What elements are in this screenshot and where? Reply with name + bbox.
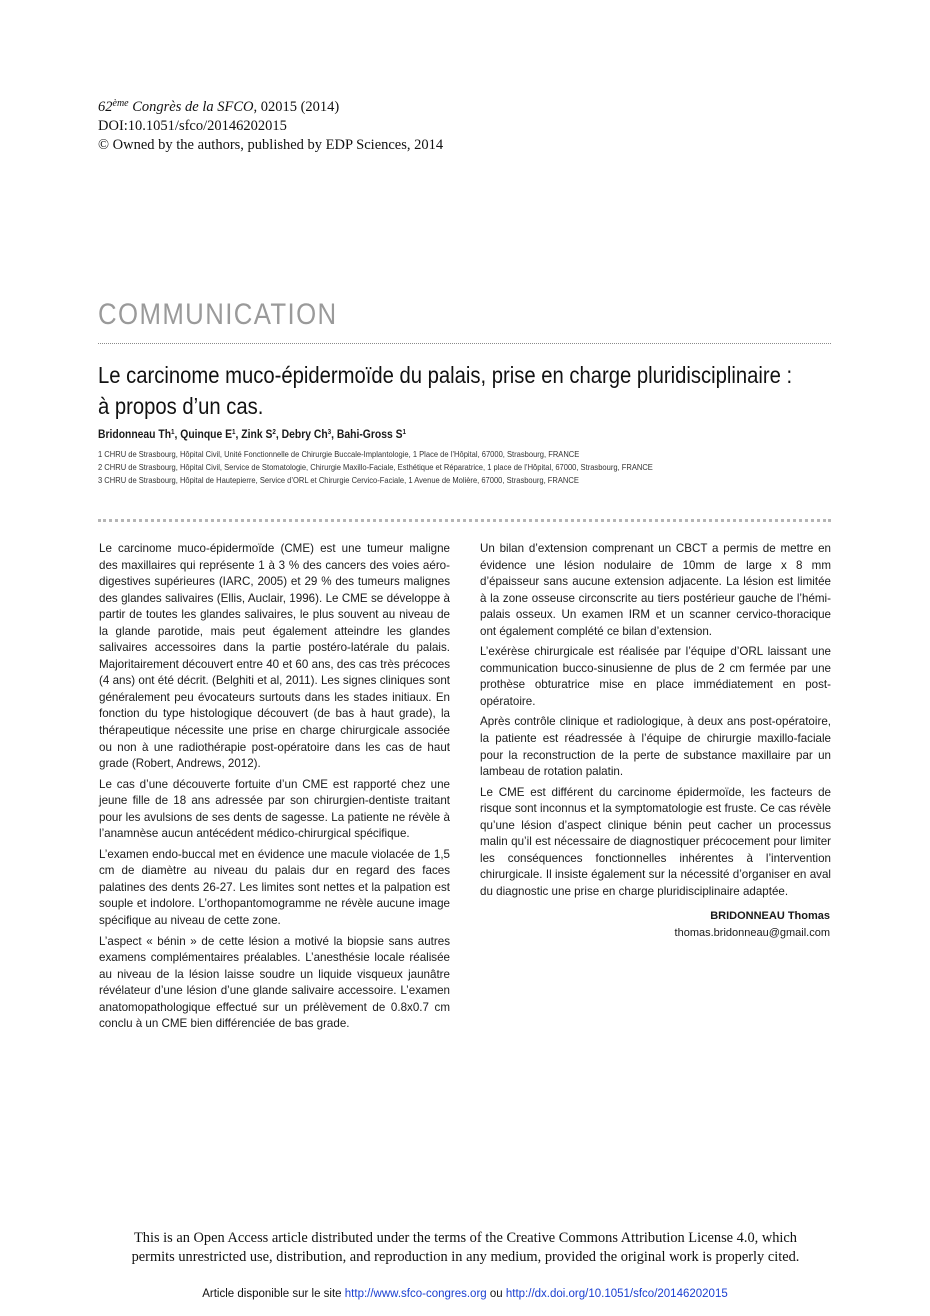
author-name: Zink S — [241, 429, 273, 441]
body-paragraph: L’examen endo-buccal met en évidence une macule violacée de 1,5 cm de diamètre au niveau du palais dur en regard des faces palatines des dents 26-27. Les limites sont nettes et la palpation est souple et indolore. L’orthopantomogramme ne révèle aucune image spécifique au niveau de cette zone. — [99, 847, 450, 928]
body-column-left — [99, 541, 450, 1037]
availability-middle: ou — [486, 1288, 506, 1300]
author-affiliation-mark: 3 — [327, 429, 332, 436]
doi-link[interactable]: http://dx.doi.org/10.1051/sfco/20146202015 — [505, 1288, 728, 1300]
body-column-right — [480, 541, 831, 904]
author-signature — [560, 908, 830, 942]
author-affiliation-mark: 1 — [232, 429, 236, 436]
availability-line — [0, 1288, 930, 1300]
affiliation-item: 2 CHRU de Strasbourg, Hôpital Civil, Service de Stomatologie, Chirurgie Maxillo-Faciale, Esthétique et Réparatrice, 1 place de l’Hôpital, 67000, Strasbourg, FRANCE — [98, 462, 653, 473]
journal-header — [98, 98, 698, 155]
availability-prefix: Article disponible sur le site — [202, 1288, 345, 1300]
signature-email: thomas.bridonneau@gmail.com — [674, 927, 830, 939]
license-notice — [98, 1229, 833, 1267]
body-paragraph: Le cas d’une découverte fortuite d’un CME est rapporté chez une jeune fille de 18 ans adressée par son chirurgien-dentiste traitant pour les avulsions de ses dents de sagesse. La patiente ne révèle à l’anamnèse aucun antécédent médico-chirurgical spécifique. — [99, 777, 450, 841]
body-paragraph: Après contrôle clinique et radiologique, à deux ans post-opératoire, la patiente est réadressée à l’équipe de chirurgie maxillo-faciale pour la reconstruction de la perte de substance maxillaire par un lambeau de rotation palatin. — [480, 715, 831, 779]
affiliation-item: 1 CHRU de Strasbourg, Hôpital Civil, Unité Fonctionnelle de Chirurgie Buccale-Implantologie, 1 Place de l’Hôpital, 67000, Strasbourg, FRANCE — [98, 449, 580, 459]
author-affiliation-mark: 1 — [402, 429, 407, 436]
affiliation-list — [98, 448, 837, 488]
congress-sup: ème — [112, 98, 129, 109]
author-name: Quinque E — [180, 429, 233, 441]
body-paragraph: Le CME est différent du carcinome épidermoïde, les facteurs de risque sont inconnus et la symptomatologie est fruste. Ce cas révèle qu’une lésion d’aspect clinique bénin peut cacher un processus malin qu’il est nécessaire de diagnostiquer précocement pour limiter les conséquences fonctionnelles inhérentes à l’intervention chirurgicale. Il insiste également sur la nécessité d’organiser en aval du diagnostic une prise en charge pluridisciplinaire adaptée. — [480, 785, 831, 898]
section-label: COMMUNICATION — [98, 298, 338, 331]
author-affiliation-mark: 2 — [272, 429, 276, 436]
author-affiliation-mark: 1 — [171, 429, 175, 436]
congress-line — [98, 98, 698, 117]
body-paragraph: L’aspect « bénin » de cette lésion a motivé la biopsie sans autres examens complémentaires préalables. L’anesthésie locale réalisée au niveau de la lésion laisse soudre un liquide visqueux jaunâtre révélateur d’une lésion d’une glande salivaire accessoire. L’examen anatomopathologique effectué sur un prélèvement de 0.8x0.7 cm conclu à un CME bien différenciée de bas grade. — [99, 934, 450, 1031]
body-paragraph: Un bilan d’extension comprenant un CBCT a permis de mettre en évidence une lésion nodulaire de 10mm de large x 8 mm d’épaisseur sans aucune extension adjacente. La lésion est limitée à la zone osseuse circonscrite au tiers postérieur gauche de l’hémi-palais osseux. Un examen IRM et un scanner cervico-thoracique ont également complété ce bilan d’extension. — [480, 542, 831, 638]
signature-name: BRIDONNEAU Thomas — [710, 910, 830, 922]
author-list: Bridonneau Th$^1$, Quinque $E^1$, Zink $S^2$, Debry Ch$^3$, Bahi-Gross $S^1$ — [98, 429, 407, 441]
body-paragraph: L’exérèse chirurgicale est réalisée par l’équipe d’ORL laissant une communication bucco-sinusienne de plus de 2 cm fermée par une prothèse obturatrice mise en place immédiatement en post-opératoire. — [480, 645, 831, 708]
dotted-divider-top — [98, 343, 831, 344]
author-name: Bridonneau Th — [98, 429, 172, 441]
affiliation-item: 3 CHRU de Strasbourg, Hôpital de Hautepierre, Service d’ORL et Chirurgie Cervico-Faciale, 1 Avenue de Molière, 67000, Strasbourg, FRANCE — [98, 475, 579, 486]
congress-ref: , 02015 (2014) — [253, 99, 340, 115]
dotted-divider-body — [98, 519, 831, 522]
doi-line: DOI:10.1051/sfco/20146202015 — [98, 118, 287, 134]
license-line: This is an Open Access article distributed under the terms of the Creative Commons Attribution License 4.0, which — [133, 1230, 798, 1246]
title-line: Le carcinome muco-épidermoïde du palais, prise en charge pluridisciplinaire : — [98, 362, 793, 388]
body-paragraph: Le carcinome muco-épidermoïde (CME) est une tumeur maligne des maxillaires qui représente 1 à 3 % des cancers des voies aéro-digestives supérieures (IARC, 2005) et 29 % des tumeurs malignes des glandes salivaires (Ellis, Auclair, 1996). Le CME se développe à partir de toutes les glandes salivaires, le plus souvent au niveau de la glande parotide, mais peut également atteindre les glandes salivaires accessoires dans la partie postéro-latérale du palais. Majoritairement découvert entre 40 et 60 ans, des cas très précoces (4 ans) ont été décrit. (Belghiti et al, 2011). Les signes cliniques sont généralement peu évocateurs surtouts dans les stades initiaux. En fonction du type histologique découvert (de bas à haut grade), la thérapeutique nécessite une prise en charge chirurgicale associée ou non à une radiothérapie post-opératoire dans les cas de haut grade (Robert, Andrews, 2012). — [99, 542, 450, 771]
sfco-congres-link[interactable]: http://www.sfco-congres.org — [344, 1288, 487, 1300]
congress-name: Congrès de la SFCO — [128, 99, 254, 115]
paper-title — [98, 360, 837, 422]
copyright-line: © Owned by the authors, published by EDP Sciences, 2014 — [98, 137, 444, 153]
author-name: Bahi-Gross S — [336, 429, 403, 441]
congress-number: 62 — [98, 99, 113, 115]
author-name: Debry Ch — [281, 429, 328, 441]
title-line: à propos d’un cas. — [98, 393, 264, 419]
license-line: permits unrestricted use, distribution, and reproduction in any medium, provided the original work is properly cited. — [131, 1249, 800, 1265]
